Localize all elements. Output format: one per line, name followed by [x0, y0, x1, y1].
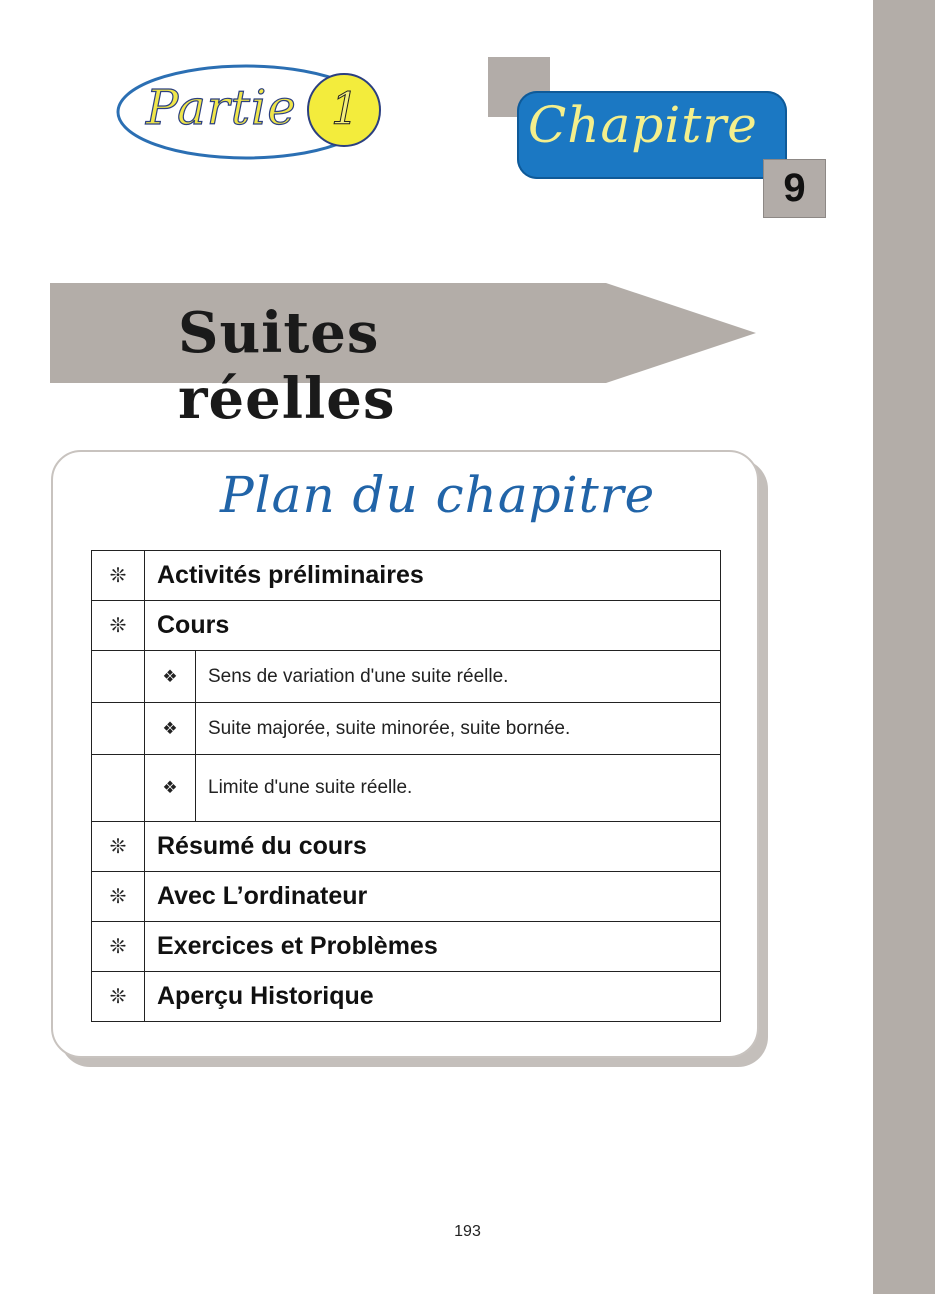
- asterisk-bullet-icon: ❊: [92, 551, 145, 601]
- plan-item-label: Activités préliminaires: [145, 551, 721, 601]
- plan-subrow: [92, 703, 721, 755]
- plan-subrow: [92, 755, 721, 822]
- plan-item-label: Avec L’ordinateur: [145, 872, 721, 922]
- chapter-title: Suites réelles: [178, 300, 396, 432]
- diamond-bullet-icon: ❖: [145, 703, 196, 754]
- empty-cell: [92, 703, 145, 755]
- asterisk-bullet-icon: ❊: [92, 922, 145, 972]
- asterisk-bullet-icon: ❊: [92, 872, 145, 922]
- plan-subitem-label: Sens de variation d'une suite réelle.: [208, 665, 509, 687]
- plan-table: [91, 550, 721, 1022]
- asterisk-bullet-icon: ❊: [92, 972, 145, 1022]
- plan-row: [92, 922, 721, 972]
- plan-subitem-label: Limite d'une suite réelle.: [208, 777, 413, 798]
- partie-badge: [116, 62, 386, 162]
- plan-row: [92, 872, 721, 922]
- plan-subitem-label: Suite majorée, suite minorée, suite bornée.: [208, 717, 571, 739]
- partie-number: 1: [331, 84, 359, 135]
- empty-cell: [92, 651, 145, 703]
- chapitre-label: Chapitre: [528, 96, 758, 154]
- partie-label: Partie: [146, 80, 297, 136]
- plan-item-label: Exercices et Problèmes: [145, 922, 721, 972]
- plan-row: [92, 972, 721, 1022]
- plan-item-label: Résumé du cours: [145, 822, 721, 872]
- side-band: [873, 0, 935, 1294]
- page-number: 193: [454, 1223, 481, 1240]
- diamond-bullet-icon: ❖: [145, 651, 196, 702]
- plan-row: [92, 601, 721, 651]
- plan-subrow: [92, 651, 721, 703]
- plan-row: [92, 551, 721, 601]
- plan-item-label: Aperçu Historique: [145, 972, 721, 1022]
- chapitre-number: 9: [763, 159, 826, 218]
- plan-heading: Plan du chapitre: [220, 466, 656, 524]
- empty-cell: [92, 755, 145, 822]
- plan-item-label: Cours: [145, 601, 721, 651]
- asterisk-bullet-icon: ❊: [92, 601, 145, 651]
- diamond-bullet-icon: ❖: [145, 755, 196, 821]
- asterisk-bullet-icon: ❊: [92, 822, 145, 872]
- plan-row: [92, 822, 721, 872]
